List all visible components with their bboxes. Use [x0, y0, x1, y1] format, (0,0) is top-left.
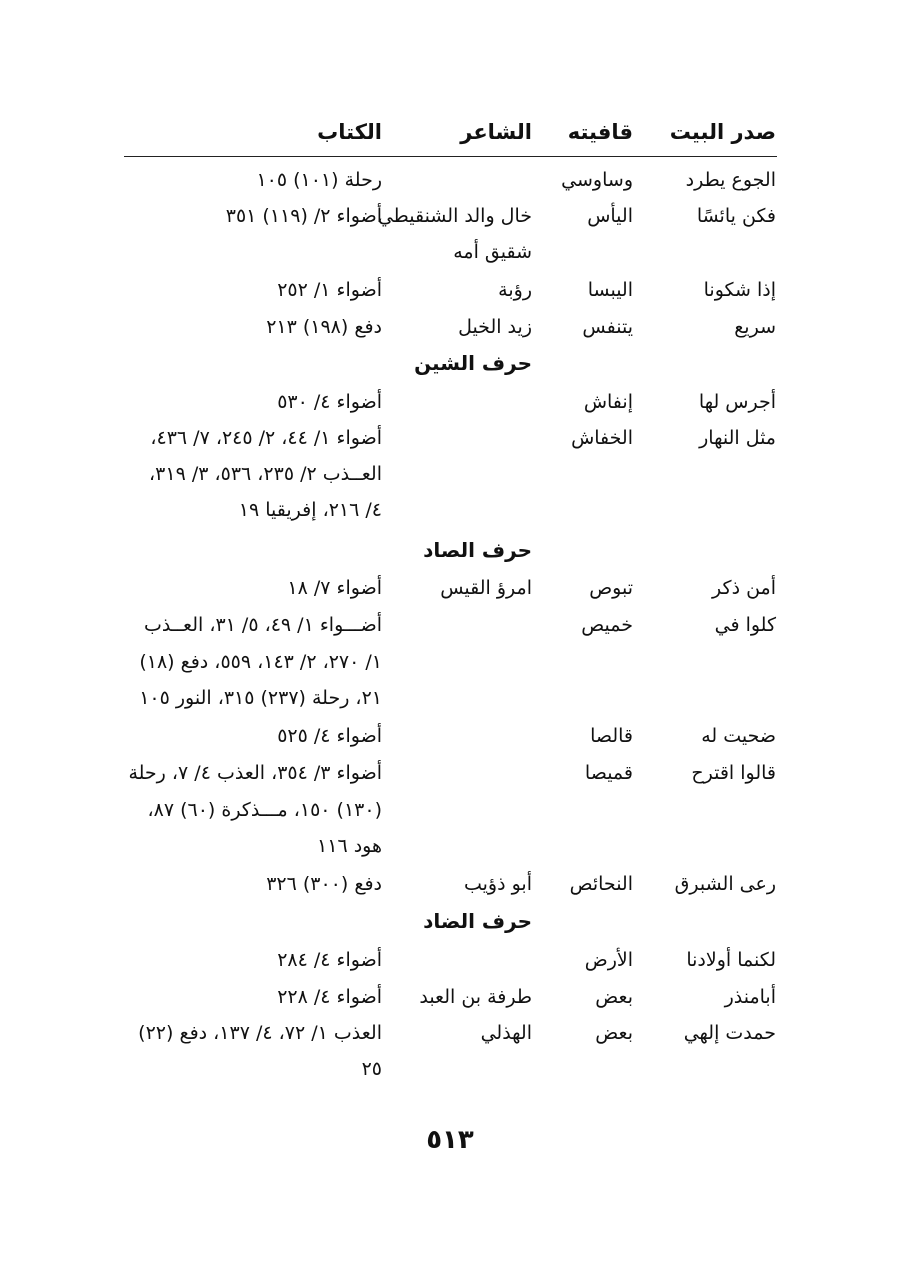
header-rhyme: قافيته: [567, 120, 633, 144]
rhyme: خميص: [581, 614, 633, 636]
section-heading: حرف الشين: [414, 351, 532, 375]
rhyme: تبوص: [589, 577, 633, 599]
rhyme: الخفاش: [571, 427, 633, 449]
book-ref: ٤/ ٢١٦، إفريقيا ١٩: [238, 499, 382, 521]
header-book: الكتاب: [317, 120, 382, 144]
header-verse-start: صدر البيت: [669, 120, 776, 144]
book-ref: أضواء ٧/ ١٨: [287, 577, 382, 599]
verse-start: أجرس لها: [698, 391, 776, 413]
rhyme: إنفاش: [583, 391, 633, 413]
book-ref: دفع (٣٠٠) ٣٢٦: [266, 873, 382, 895]
book-ref: أضواء ٤/ ٢٨٤: [277, 949, 382, 971]
rhyme: وساوسي: [561, 169, 633, 191]
book-ref: العــذب ٢/ ٢٣٥، ٥٣٦، ٣/ ٣١٩،: [149, 463, 382, 485]
verse-start: رعى الشبرق: [674, 873, 776, 895]
rhyme: اليبسا: [587, 279, 633, 301]
rhyme: يتنفس: [582, 316, 633, 338]
book-ref: أضواء ١/ ٤٤، ٢/ ٢٤٥، ٧/ ٤٣٦،: [150, 427, 382, 449]
header-rule: [124, 156, 777, 157]
book-ref: أضواء ٤/ ٥٢٥: [277, 725, 382, 747]
book-ref: أضواء ٤/ ٥٣٠: [277, 391, 382, 413]
book-ref: ١/ ٢٧٠، ٢/ ١٤٣، ٥٥٩، دفع (١٨): [139, 651, 382, 673]
poet: رؤبة: [498, 279, 532, 301]
rhyme: قميصا: [584, 762, 633, 784]
book-ref: هود ١١٦: [317, 835, 382, 857]
book-ref: أضواء ٣/ ٣٥٤، العذب ٤/ ٧، رحلة: [128, 762, 382, 784]
section-heading: حرف الصاد: [423, 538, 532, 562]
poet: شقيق أمه: [453, 241, 532, 263]
verse-start: فكن يائسًا: [696, 205, 776, 227]
book-ref: أضواء ٤/ ٢٢٨: [277, 986, 382, 1008]
verse-start: الجوع يطرد: [685, 169, 776, 191]
verse-start: إذا شكونا: [703, 279, 776, 301]
book-ref: أضواء ١/ ٢٥٢: [277, 279, 382, 301]
verse-start: كلوا في: [714, 614, 776, 636]
poet: امرؤ القيس: [440, 577, 532, 599]
header-poet: الشاعر: [460, 120, 532, 144]
verse-start: مثل النهار: [699, 427, 776, 449]
rhyme: الأرض: [584, 949, 633, 971]
rhyme: اليأس: [587, 205, 633, 227]
poet: طرفة بن العبد: [419, 986, 532, 1008]
book-ref: أضـــواء ١/ ٤٩، ٥/ ٣١، العــذب: [144, 614, 382, 636]
poet: الهذلي: [480, 1022, 532, 1044]
verse-start: ضحيت له: [701, 725, 776, 747]
section-heading: حرف الضاد: [423, 909, 532, 933]
rhyme: بعض: [595, 986, 633, 1008]
book-ref: أضواء ٢/ (١١٩) ٣٥١: [225, 205, 382, 227]
rhyme: النحائص: [569, 873, 633, 895]
poet: زيد الخيل: [458, 316, 532, 338]
page-number: ٥١٣: [426, 1125, 474, 1155]
verse-start: لكنما أولادنا: [686, 949, 776, 971]
book-ref: العذب ١/ ٧٢، ٤/ ١٣٧، دفع (٢٢): [138, 1022, 382, 1044]
verse-start: قالوا اقترح: [691, 762, 776, 784]
verse-start: أبامنذر: [724, 986, 776, 1008]
verse-start: حمدت إلهي: [683, 1022, 776, 1044]
poet: خال والد الشنقيطي: [377, 205, 532, 227]
poet: أبو ذؤيب: [463, 873, 532, 895]
rhyme: قالصا: [590, 725, 633, 747]
verse-start: أمن ذكر: [712, 577, 776, 599]
rhyme: بعض: [595, 1022, 633, 1044]
book-ref: ٢٥: [361, 1058, 382, 1080]
book-ref: دفع (١٩٨) ٢١٣: [266, 316, 382, 338]
book-ref: ٢١، رحلة (٢٣٧) ٣١٥، النور ١٠٥: [139, 687, 382, 709]
book-ref: (١٣٠) ١٥٠، مـــذكرة (٦٠) ٨٧،: [147, 799, 382, 821]
verse-start: سريع: [734, 316, 776, 338]
book-ref: رحلة (١٠١) ١٠٥: [256, 169, 382, 191]
